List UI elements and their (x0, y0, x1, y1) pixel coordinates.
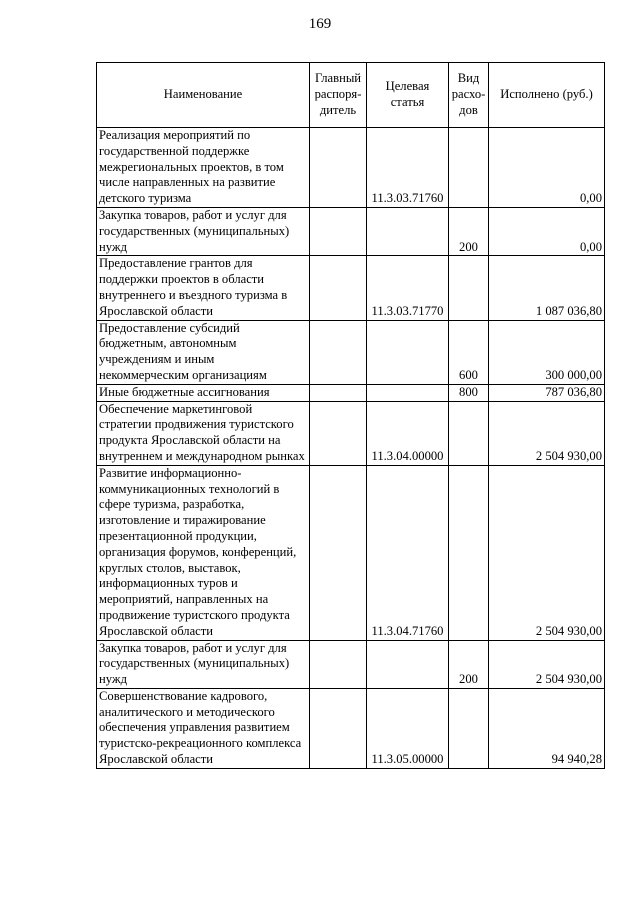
cell-isp: 300 000,00 (489, 320, 605, 384)
header-name: Наименование (97, 63, 310, 128)
cell-vid (449, 256, 489, 320)
cell-glav (310, 384, 367, 401)
cell-isp: 2 504 930,00 (489, 640, 605, 688)
table-row (97, 128, 605, 208)
cell-name: Совершенствование кадрового, аналитического и методического обеспечения управления развитием туристско-рекреационного комплекса Ярославской области (97, 688, 310, 768)
cell-glav (310, 320, 367, 384)
budget-table (96, 62, 605, 769)
table-row (97, 320, 605, 384)
cell-cel (367, 640, 449, 688)
cell-cel: 11.3.03.71760 (367, 128, 449, 208)
table-row (97, 384, 605, 401)
cell-name: Предоставление субсидий бюджетным, автономным учреждениям и иным некоммерческим организациям (97, 320, 310, 384)
table-row (97, 640, 605, 688)
header-vid: Вид расхо-дов (449, 63, 489, 128)
cell-name: Развитие информационно-коммуникационных технологий в сфере туризма, разработка, изготовление и тиражирование презентационной продукции, организация форумов, конференций, круглых столов, выставок, информационных туров и мероприятий, направленных на продвижение туристского продукта Ярославской области (97, 465, 310, 640)
cell-name: Предоставление грантов для поддержки проектов в области внутреннего и въездного туризма в Ярославской области (97, 256, 310, 320)
table-row (97, 207, 605, 255)
cell-cel: 11.3.04.71760 (367, 465, 449, 640)
cell-cel: 11.3.04.00000 (367, 401, 449, 465)
cell-isp: 94 940,28 (489, 688, 605, 768)
cell-isp: 0,00 (489, 207, 605, 255)
cell-glav (310, 207, 367, 255)
cell-glav (310, 401, 367, 465)
cell-cel: 11.3.03.71770 (367, 256, 449, 320)
cell-isp: 2 504 930,00 (489, 401, 605, 465)
cell-glav (310, 640, 367, 688)
cell-vid (449, 688, 489, 768)
cell-glav (310, 128, 367, 208)
cell-vid (449, 401, 489, 465)
cell-vid: 200 (449, 640, 489, 688)
cell-isp: 0,00 (489, 128, 605, 208)
cell-glav (310, 465, 367, 640)
cell-name: Иные бюджетные ассигнования (97, 384, 310, 401)
cell-name: Реализация мероприятий по государственной поддержке межрегиональных проектов, в том числе направленных на развитие детского туризма (97, 128, 310, 208)
cell-glav (310, 256, 367, 320)
cell-cel (367, 384, 449, 401)
cell-cel: 11.3.05.00000 (367, 688, 449, 768)
cell-vid (449, 128, 489, 208)
cell-isp: 787 036,80 (489, 384, 605, 401)
cell-vid: 800 (449, 384, 489, 401)
cell-name: Закупка товаров, работ и услуг для государственных (муниципальных) нужд (97, 640, 310, 688)
table-header-row (97, 63, 605, 128)
cell-cel (367, 320, 449, 384)
header-glav: Главный распоря-дитель (310, 63, 367, 128)
cell-isp: 2 504 930,00 (489, 465, 605, 640)
table-row (97, 401, 605, 465)
cell-name: Обеспечение маркетинговой стратегии продвижения туристского продукта Ярославской области на внутреннем и международном рынках (97, 401, 310, 465)
cell-glav (310, 688, 367, 768)
table-row (97, 688, 605, 768)
cell-vid: 200 (449, 207, 489, 255)
cell-vid (449, 465, 489, 640)
table-row (97, 465, 605, 640)
cell-isp: 1 087 036,80 (489, 256, 605, 320)
page-number: 169 (308, 16, 332, 32)
header-isp: Исполнено (руб.) (489, 63, 605, 128)
cell-vid: 600 (449, 320, 489, 384)
header-cel: Целевая статья (367, 63, 449, 128)
table-row (97, 256, 605, 320)
cell-cel (367, 207, 449, 255)
cell-name: Закупка товаров, работ и услуг для государственных (муниципальных) нужд (97, 207, 310, 255)
